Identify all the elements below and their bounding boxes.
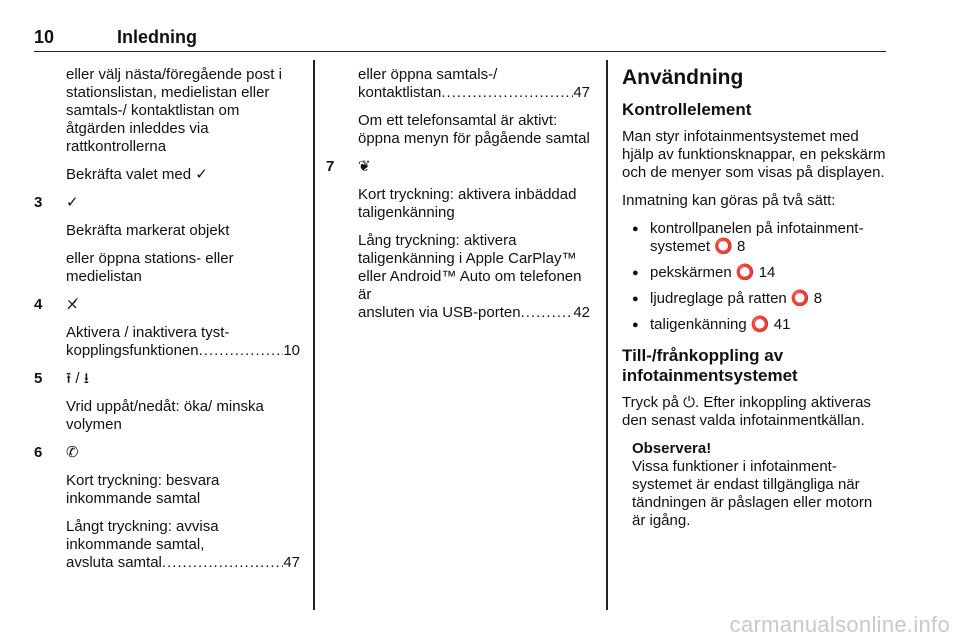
page-header (34, 27, 886, 52)
paragraph: Man styr infotainmentsystemet med hjälp av funktionsknappar, en pekskärm och de menyer som visas på displayen. (622, 128, 886, 181)
note-text: Vissa funktioner i infotainment- systemet är endast tillgängliga när tändningen är påslagen eller motorn är igång. (632, 458, 873, 529)
list-item-6 (34, 444, 300, 462)
bullet-list (622, 220, 886, 334)
voice-recognition-icon: ❦ (358, 158, 371, 175)
section-heading: Användning (622, 66, 744, 89)
page-reference (358, 304, 590, 322)
column-2 (326, 66, 590, 332)
list-item: ● taligenkänning ⭕ 41 (622, 316, 886, 334)
paragraph: eller välj nästa/föregående post i stationslistan, medielistan eller samtals-/ kontaktlistan om åtgärden inleddes via rattkontrollerna (66, 66, 282, 155)
text-line: avsluta samtal (66, 554, 162, 571)
column-1 (34, 66, 300, 582)
item-number: 5 (34, 370, 43, 387)
paragraph (66, 324, 300, 360)
page-ref-number: 47 (283, 554, 300, 571)
text-line: Långt tryckning: avvisa inkommande samtal, (66, 518, 219, 553)
paragraph: Kort tryckning: aktivera inbäddad taligenkänning (358, 186, 577, 221)
list-item: ● ljudreglage på ratten ⭕ 8 (622, 290, 886, 308)
page-title: Inledning (117, 27, 197, 47)
paragraph: Bekräfta markerat objekt (66, 222, 230, 239)
list-item: ● kontrollpanelen på infotainment- systemet ⭕ 8 (622, 220, 886, 256)
paragraph: Tryck på ⏻. Efter inkoppling aktiveras den senast valda infotainmentkällan. (622, 394, 871, 429)
text-line: Lång tryckning: aktivera taligenkänning i Apple CarPlay™ eller Android™ Auto om telefonen är (358, 232, 582, 303)
check-icon: ✓ (66, 194, 79, 211)
note-title: Observera! (632, 440, 712, 457)
page-reference (66, 342, 300, 360)
check-icon: ✓ (195, 166, 208, 183)
list-item-3 (34, 194, 300, 212)
list-item: ● pekskärmen ⭕ 14 (622, 264, 886, 282)
subsection-heading: Till-/frånkoppling av infotainmentsystemet (622, 346, 798, 385)
text-line: Aktivera / inaktivera tyst- (66, 324, 230, 341)
text-line: kopplingsfunktionen (66, 342, 199, 359)
paragraph: Vrid uppåt/nedåt: öka/ minska volymen (66, 398, 264, 433)
column-3 (622, 66, 886, 530)
item-number: 7 (326, 158, 335, 175)
paragraph (66, 518, 300, 572)
page-reference (66, 554, 300, 572)
paragraph (358, 232, 590, 322)
watermark: carmanualsonline.info (729, 612, 950, 637)
phone-icon: ✆ (66, 444, 79, 461)
item-number: 3 (34, 194, 43, 211)
paragraph: Om ett telefonsamtal är aktivt: öppna menyn för pågående samtal (358, 112, 590, 147)
paragraph (358, 66, 590, 102)
volume-up-down-icon: ⭱ / ⭳ (66, 370, 90, 387)
list-item-5 (34, 370, 300, 388)
list-item-7 (326, 158, 590, 176)
page-ref-number: 10 (283, 342, 300, 359)
text-line: kontaktlistan (358, 84, 442, 101)
paragraph: Inmatning kan göras på två sätt: (622, 192, 836, 209)
text-line: ansluten via USB-porten (358, 304, 521, 321)
item-number: 4 (34, 296, 43, 313)
column-divider-2 (606, 60, 608, 610)
item-number: 6 (34, 444, 43, 461)
column-divider-1 (313, 60, 315, 610)
paragraph: Bekräfta valet med ✓ (66, 166, 208, 183)
text-line: eller öppna samtals-/ (358, 66, 498, 83)
page-reference (358, 84, 590, 102)
note-box (632, 440, 886, 530)
paragraph: Kort tryckning: besvara inkommande samtal (66, 472, 220, 507)
paragraph: eller öppna stations- eller medielistan (66, 250, 234, 285)
list-item-4 (34, 296, 300, 314)
page-number: 10 (34, 27, 55, 47)
page-ref-number: 47 (573, 84, 590, 101)
subsection-heading: Kontrollelement (622, 100, 752, 119)
mute-icon: ⨯̸ (66, 296, 79, 313)
page-ref-number: 42 (573, 304, 590, 321)
